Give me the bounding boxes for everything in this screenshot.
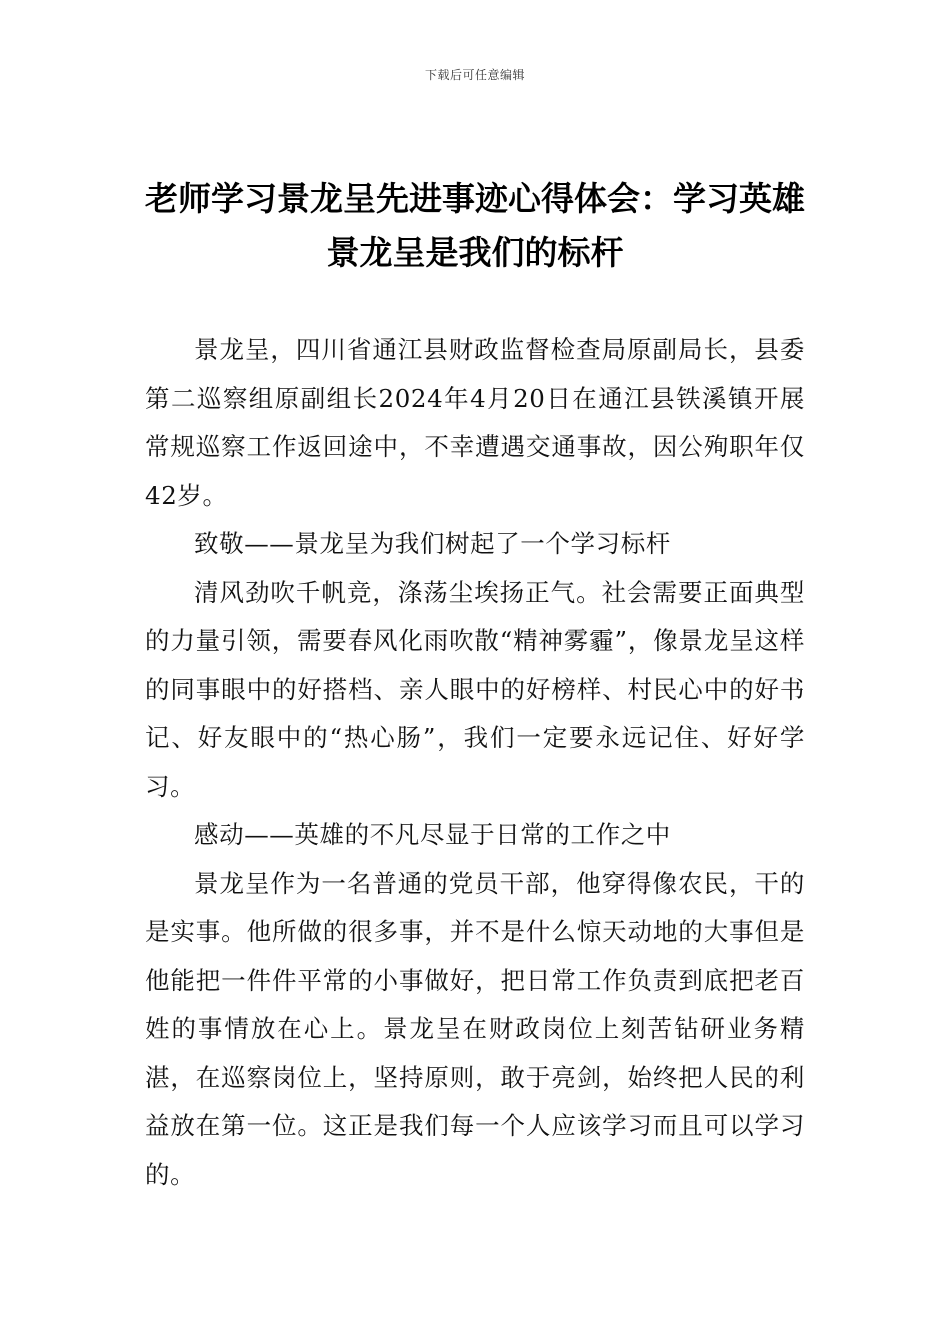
- paragraph-intro: 景龙呈，四川省通江县财政监督检查局原副局长，县委第二巡察组原副组长2024年4月20日在通江县铁溪镇开展常规巡察工作返回途中，不幸遭遇交通事故，因公殉职年仅42岁。: [145, 335, 805, 510]
- section-heading-tribute: 致敬——景龙呈为我们树起了一个学习标杆: [194, 529, 671, 558]
- section-heading-moved: 感动——英雄的不凡尽显于日常的工作之中: [194, 820, 671, 849]
- header-note: 下载后可任意编辑: [424, 68, 525, 82]
- paragraph-moved: 景龙呈作为一名普通的党员干部，他穿得像农民，干的是实事。他所做的很多事，并不是什么惊天动地的大事但是他能把一件件平常的小事做好，把日常工作负责到底把老百姓的事情放在心上。景龙呈在财政岗位上刻苦钻研业务精湛，在巡察岗位上，坚持原则，敢于亮剑，始终把人民的利益放在第一位。这正是我们每一个人应该学习而且可以学习的。: [145, 868, 805, 1189]
- paragraph-tribute: 清风劲吹千帆竞，涤荡尘埃扬正气。社会需要正面典型的力量引领，需要春风化雨吹散“精神雾霾”，像景龙呈这样的同事眼中的好搭档、亲人眼中的好榜样、村民心中的好书记、好友眼中的“热心肠”，我们一定要永远记住、好好学习。: [145, 577, 805, 801]
- document-body: [145, 326, 805, 1199]
- document-title: 老师学习景龙呈先进事迹心得体会：学习英雄景龙呈是我们的标杆: [145, 179, 805, 272]
